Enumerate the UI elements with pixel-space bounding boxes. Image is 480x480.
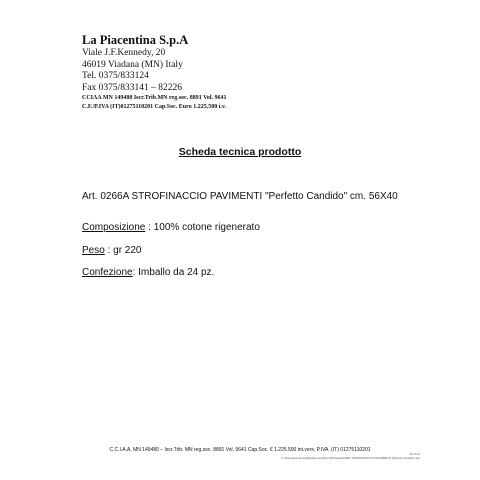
field-value: : gr 220	[104, 245, 142, 256]
field-confezione	[82, 267, 214, 278]
footer-reference	[281, 452, 420, 460]
field-peso	[82, 245, 142, 256]
field-label: Peso	[82, 245, 105, 256]
address-city: 46019 Viadana (MN) Italy	[82, 59, 183, 70]
document-title: Scheda tecnica prodotto	[178, 146, 302, 158]
article-line: Art. 0266A STROFINACCIO PAVIMENTI "Perfetto Candido" cm. 56X40	[82, 191, 398, 202]
letterhead	[82, 32, 227, 111]
footer-code: Rc 5.21	[409, 452, 420, 456]
field-composizione	[82, 222, 260, 233]
company-name: La Piacentina S.p.A	[82, 33, 189, 47]
address-street: Viale J.F.Kennedy, 20	[82, 48, 166, 58]
field-value: : 100% cotone rigenerato	[145, 222, 260, 233]
field-label: Composizione	[82, 222, 146, 233]
fax-number: Fax 0375/833141 – 82226	[82, 82, 183, 93]
field-label: Confezione	[82, 267, 133, 278]
tax-info: C.F./P.IVA (IT)01275110201 Cap.Soc. Euro 1.225.500 i.v.	[82, 103, 227, 110]
phone-number: Tel. 0375/833124	[82, 71, 149, 81]
footer-text: C.C.I.A.A. MN 149480 – Iscr.Trib. MN reg.soc. 8891 Vol. 9641 Cap.Soc. € 1.225.500 int.vers. P.IVA. (IT) 01275110201	[109, 447, 371, 453]
footer-path: C:\Users\utente\AppData\Local\Temp\Scheda 0266A STROFINACCIO PAVIMENTI Perfetto Candido.doc	[281, 456, 420, 460]
field-value: : Imballo da 24 pz.	[132, 267, 215, 278]
registry-info: CCIAA MN 149480 Iscr.Trib.MN reg.soc. 8891 Vol. 9641	[82, 95, 227, 101]
